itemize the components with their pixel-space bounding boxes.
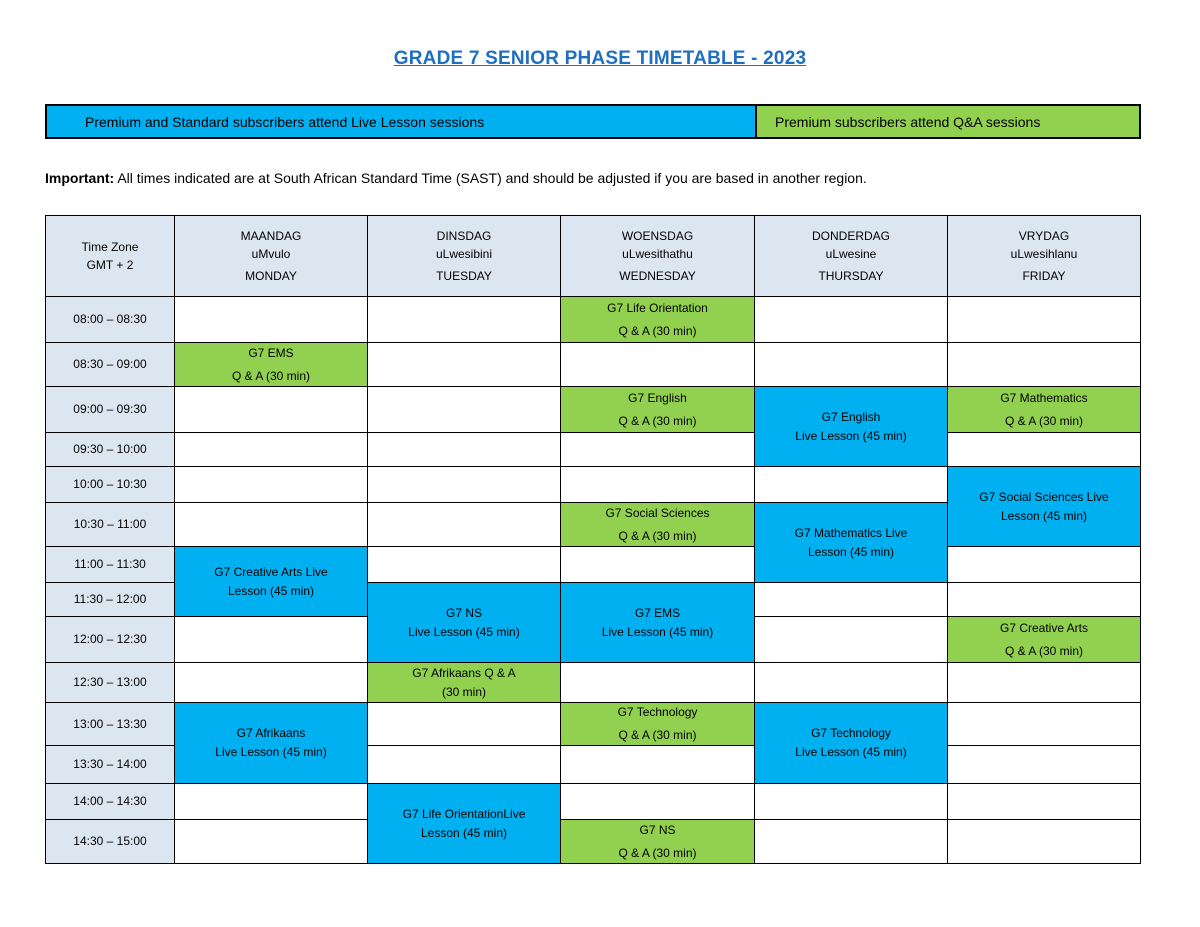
session-qa: G7 Creative Arts Q & A (30 min): [948, 617, 1141, 663]
empty-slot: [755, 297, 948, 343]
empty-slot: [368, 503, 561, 547]
time-slot: 12:00 – 12:30: [46, 617, 175, 663]
session-live-lesson: G7 Afrikaans Live Lesson (45 min): [175, 703, 368, 784]
legend-bar: [45, 104, 1141, 139]
empty-slot: [561, 433, 755, 467]
session-live-lesson: G7 English Live Lesson (45 min): [755, 387, 948, 467]
session-qa: G7 Life Orientation Q & A (30 min): [561, 297, 755, 343]
empty-slot: [368, 297, 561, 343]
session-live-lesson: G7 Mathematics Live Lesson (45 min): [755, 503, 948, 583]
session-live-lesson: G7 Creative Arts Live Lesson (45 min): [175, 547, 368, 617]
empty-slot: [368, 547, 561, 583]
empty-slot: [755, 617, 948, 663]
empty-slot: [175, 387, 368, 433]
empty-slot: [561, 746, 755, 784]
time-slot: 12:30 – 13:00: [46, 663, 175, 703]
time-slot: 13:00 – 13:30: [46, 703, 175, 746]
empty-slot: [755, 343, 948, 387]
session-qa: G7 NS Q & A (30 min): [561, 820, 755, 864]
session-live-lesson: G7 Social Sciences Live Lesson (45 min): [948, 467, 1141, 547]
empty-slot: [368, 746, 561, 784]
timezone-header: Time Zone GMT + 2: [46, 216, 175, 297]
empty-slot: [948, 547, 1141, 583]
empty-slot: [175, 467, 368, 503]
empty-slot: [948, 663, 1141, 703]
time-slot: 13:30 – 14:00: [46, 746, 175, 784]
empty-slot: [561, 784, 755, 820]
time-slot: 09:00 – 09:30: [46, 387, 175, 433]
empty-slot: [175, 663, 368, 703]
timetable: [45, 215, 1141, 864]
session-qa: G7 EMS Q & A (30 min): [175, 343, 368, 387]
important-note: [45, 170, 867, 186]
empty-slot: [755, 820, 948, 864]
empty-slot: [175, 617, 368, 663]
time-slot: 08:30 – 09:00: [46, 343, 175, 387]
legend-qa-session: Premium subscribers attend Q&A sessions: [757, 106, 1139, 137]
time-slot: 14:00 – 14:30: [46, 784, 175, 820]
session-live-lesson: G7 Technology Live Lesson (45 min): [755, 703, 948, 784]
empty-slot: [175, 820, 368, 864]
empty-slot: [561, 663, 755, 703]
time-slot: 11:00 – 11:30: [46, 547, 175, 583]
empty-slot: [755, 663, 948, 703]
time-slot: 10:30 – 11:00: [46, 503, 175, 547]
empty-slot: [948, 820, 1141, 864]
legend-live-lesson: Premium and Standard subscribers attend Live Lesson sessions: [47, 106, 757, 137]
page-title: GRADE 7 SENIOR PHASE TIMETABLE - 2023: [393, 48, 807, 69]
session-qa: G7 Technology Q & A (30 min): [561, 703, 755, 746]
empty-slot: [561, 547, 755, 583]
empty-slot: [175, 433, 368, 467]
day-header-monday: MAANDAG uMvulo MONDAY: [175, 216, 368, 297]
time-slot: 14:30 – 15:00: [46, 820, 175, 864]
session-qa: G7 English Q & A (30 min): [561, 387, 755, 433]
time-slot: 08:00 – 08:30: [46, 297, 175, 343]
empty-slot: [948, 746, 1141, 784]
empty-slot: [368, 387, 561, 433]
session-qa: G7 Afrikaans Q & A (30 min): [368, 663, 561, 703]
important-label: Important:: [45, 170, 115, 186]
day-header-wednesday: WOENSDAG uLwesithathu WEDNESDAY: [561, 216, 755, 297]
empty-slot: [561, 343, 755, 387]
empty-slot: [755, 467, 948, 503]
empty-slot: [948, 433, 1141, 467]
time-slot: 09:30 – 10:00: [46, 433, 175, 467]
session-live-lesson: G7 NS Live Lesson (45 min): [368, 583, 561, 663]
time-slot: 10:00 – 10:30: [46, 467, 175, 503]
empty-slot: [175, 784, 368, 820]
empty-slot: [948, 784, 1141, 820]
time-slot: 11:30 – 12:00: [46, 583, 175, 617]
empty-slot: [561, 467, 755, 503]
day-header-tuesday: DINSDAG uLwesibini TUESDAY: [368, 216, 561, 297]
empty-slot: [948, 343, 1141, 387]
empty-slot: [368, 467, 561, 503]
empty-slot: [948, 583, 1141, 617]
empty-slot: [368, 433, 561, 467]
session-live-lesson: G7 Life OrientationLive Lesson (45 min): [368, 784, 561, 864]
session-qa: G7 Social Sciences Q & A (30 min): [561, 503, 755, 547]
empty-slot: [368, 343, 561, 387]
empty-slot: [755, 583, 948, 617]
empty-slot: [368, 703, 561, 746]
important-text: All times indicated are at South African Standard Time (SAST) and should be adjusted if you are based in another region.: [114, 170, 867, 186]
session-live-lesson: G7 EMS Live Lesson (45 min): [561, 583, 755, 663]
empty-slot: [948, 297, 1141, 343]
empty-slot: [175, 503, 368, 547]
session-qa: G7 Mathematics Q & A (30 min): [948, 387, 1141, 433]
empty-slot: [755, 784, 948, 820]
empty-slot: [948, 703, 1141, 746]
day-header-friday: VRYDAG uLwesihlanu FRIDAY: [948, 216, 1141, 297]
day-header-thursday: DONDERDAG uLwesine THURSDAY: [755, 216, 948, 297]
empty-slot: [175, 297, 368, 343]
